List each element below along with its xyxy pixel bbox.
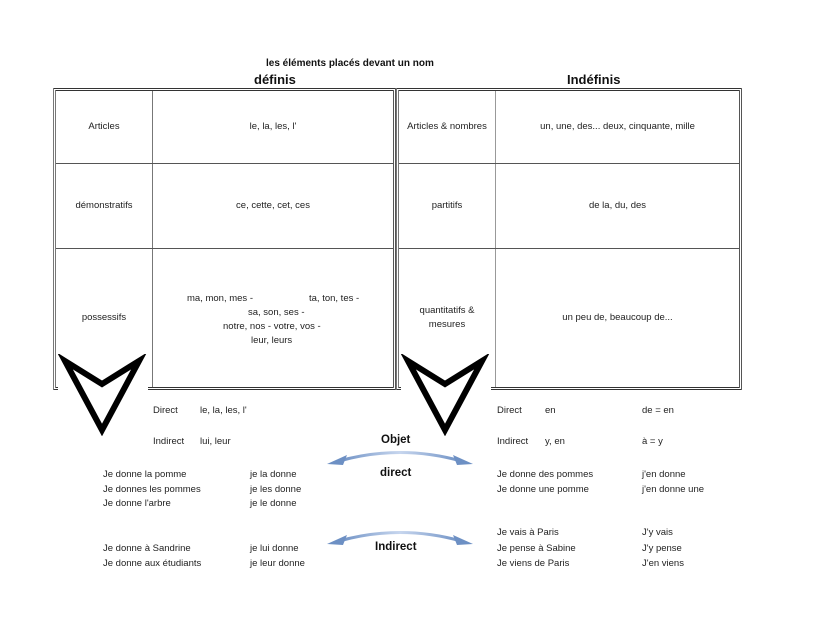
possessive-line: ta, ton, tes - [309, 293, 360, 304]
heading-indefinis: Indéfinis [567, 72, 621, 87]
row-label: démonstratifs [56, 164, 153, 248]
example-pronoun: je lui donne [250, 543, 299, 554]
example-sentence: Je donne une pomme [497, 484, 589, 495]
example-pronoun: je la donne [250, 469, 297, 480]
example-sentence: Je donne des pommes [497, 469, 594, 480]
document-subtitle: les éléments placés devant un nom [266, 58, 434, 69]
example-pronoun: J'en viens [642, 558, 684, 569]
table-definis [53, 88, 396, 390]
example-pronoun: j'en donne une [642, 484, 705, 495]
example-sentence: Je pense à Sabine [497, 543, 576, 554]
indirect-label-left: Indirect [153, 436, 185, 447]
row-value [153, 249, 393, 387]
label-direct: direct [380, 467, 412, 479]
direct-value-right: en [545, 405, 556, 416]
example-pronoun: je le donne [250, 498, 297, 509]
direct-value-left: le, la, les, l' [200, 405, 247, 416]
row-value: de la, du, des [588, 200, 647, 211]
indirect-label-right: Indirect [497, 436, 529, 447]
row-label: Articles & nombres [399, 91, 496, 163]
heading-definis: définis [254, 72, 296, 87]
table-indefinis [396, 88, 742, 390]
indirect-rule-right: à = y [642, 436, 663, 447]
example-sentence: Je donne aux étudiants [103, 558, 202, 569]
row-value: ce, cette, cet, ces [236, 200, 310, 211]
indirect-value-right: y, en [545, 436, 565, 447]
row-label: partitifs [399, 164, 496, 248]
row-value: un peu de, beaucoup de... [562, 312, 673, 323]
row-label: possessifs [56, 249, 153, 387]
direct-rule-right: de = en [642, 405, 674, 416]
possessive-line: leur, leurs [251, 335, 293, 346]
label-objet: Objet [381, 434, 411, 446]
example-sentence: Je donnes les pommes [103, 484, 201, 495]
possessive-line: ma, mon, mes - [187, 293, 253, 304]
example-pronoun: je les donne [250, 484, 302, 495]
row-label-line: mesures [428, 319, 466, 330]
direct-label-left: Direct [153, 405, 178, 416]
row-label: Articles [56, 91, 153, 163]
table-row [399, 164, 739, 249]
example-pronoun: je leur donne [250, 558, 305, 569]
table-row [56, 164, 393, 249]
row-value: le, la, les, l' [249, 121, 297, 132]
chevron-down-icon [58, 354, 148, 436]
example-pronoun: j'en donne [642, 469, 686, 480]
table-row [56, 91, 393, 164]
direct-label-right: Direct [497, 405, 522, 416]
example-sentence: Je donne l'arbre [103, 498, 171, 509]
row-label-line: quantitatifs & [419, 305, 475, 316]
possessive-line: sa, son, ses - [248, 307, 305, 318]
example-pronoun: J'y vais [642, 527, 673, 538]
chevron-down-icon [401, 354, 491, 436]
label-indirect: Indirect [375, 541, 417, 553]
table-row [399, 91, 739, 164]
row-value: un, une, des... deux, cinquante, mille [540, 121, 695, 132]
possessive-line: notre, nos - votre, vos - [223, 321, 321, 332]
example-sentence: Je donne la pomme [103, 469, 187, 480]
example-sentence: Je vais à Paris [497, 527, 559, 538]
example-pronoun: J'y pense [642, 543, 682, 554]
example-sentence: Je donne à Sandrine [103, 543, 191, 554]
example-sentence: Je viens de Paris [497, 558, 570, 569]
indirect-value-left: lui, leur [200, 436, 231, 447]
